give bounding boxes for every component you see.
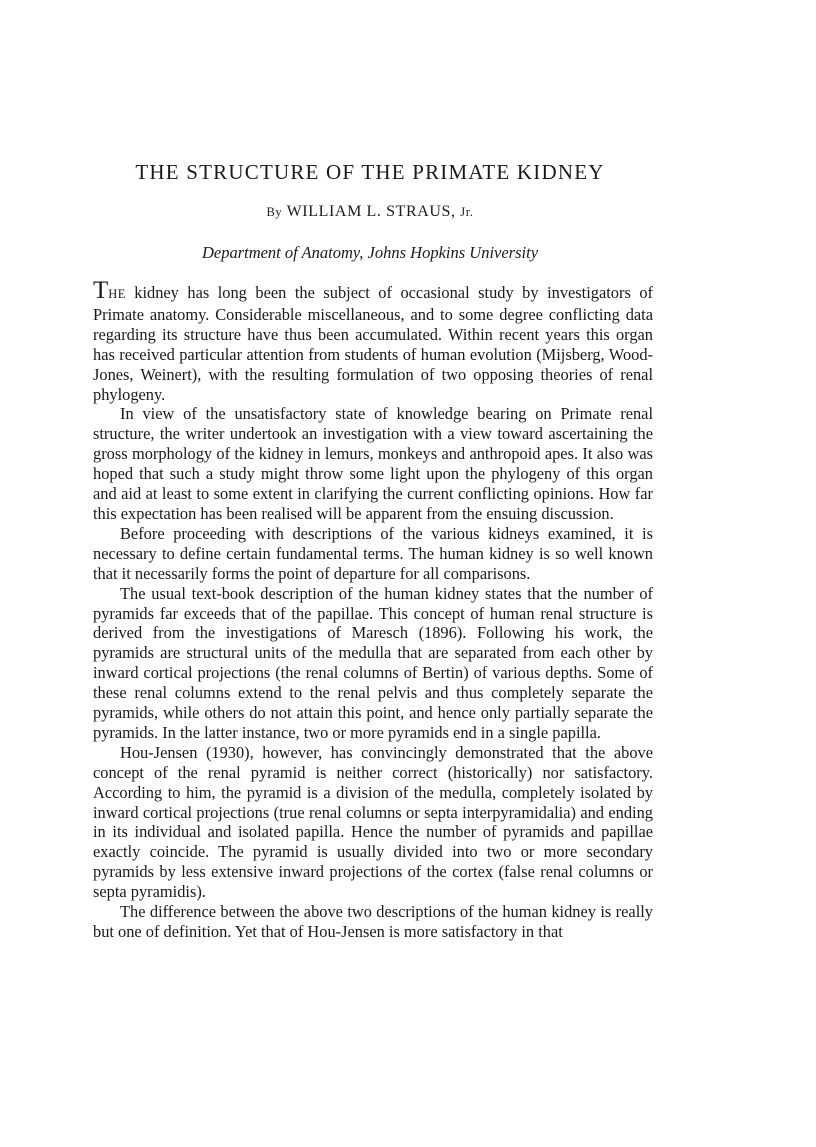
article-title: THE STRUCTURE OF THE PRIMATE KIDNEY (135, 160, 605, 184)
article-body (93, 277, 653, 942)
paragraph-5: Hou-Jensen (1930), however, has convincingly demonstrated that the above concept of the renal pyramid is neither correct (historically) nor satisfactory. According to him, the pyramid is a division of the medulla, completely isolated by inward cortical projections (true renal columns or septa interpyramidalia) and ending in its individual and isolated papilla. Hence the number of pyramids and papillae exactly coincide. The pyramid is usually divided into two or more secondary pyramids by less extensive inward projections of the cortex (false renal columns or septa pyramidis). (93, 742, 653, 902)
paragraph-4: The usual text-book description of the human kidney states that the number of pyramids far exceeds that of the papillae. This concept of human renal structure is derived from the investigations of Maresch (1896). Following his work, the pyramids are structural units of the medulla that are separated from each other by inward cortical projections (the renal columns of Bertin) of various depths. Some of these renal columns extend to the renal pelvis and thus completely separate the pyramids, while others do not attain this point, and hence only partially separate the pyramids. In the latter instance, two or more pyramids end in a single papilla. (93, 583, 653, 742)
author-name: WILLIAM L. STRAUS, (286, 203, 461, 220)
opening-smallcaps: HE (108, 287, 126, 301)
author-suffix: Jr. (460, 205, 474, 219)
drop-cap: T (93, 277, 109, 304)
paragraph-3: Before proceeding with descriptions of the various kidneys examined, it is necessary to define certain fundamental terms. The human kidney is so well known that it necessarily forms the point of departure for all comparisons. (93, 523, 653, 583)
paragraph-1 (93, 277, 653, 404)
byline (0, 203, 740, 221)
paragraph-6: The difference between the above two descriptions of the human kidney is really but one of definition. Yet that of Hou-Jensen is more satisfactory in that (93, 902, 653, 941)
paragraph-1-text: kidney has long been the subject of occasional study by investigators of Primate anatomy. Considerable miscellaneous, and to some degree conflicting data regarding its structure have thus been accumulated. Within recent years this organ has received particular attention from students of human evolution (Mijsberg, Wood-Jones, Weinert), with the resulting formulation of two opposing theories of renal phylogeny. (93, 283, 653, 404)
paragraph-2: In view of the unsatisfactory state of knowledge bearing on Primate renal structure, the writer undertook an investigation with a view toward ascertaining the gross morphology of the kidney in lemurs, monkeys and anthropoid apes. It also was hoped that such a study might throw some light upon the phylogeny of this organ and aid at least to some extent in clarifying the current conflicting opinions. How far this expectation has been realised will be apparent from the ensuing discussion. (93, 404, 653, 523)
byline-by: By (266, 205, 283, 219)
affiliation: Department of Anatomy, Johns Hopkins University (201, 243, 539, 262)
